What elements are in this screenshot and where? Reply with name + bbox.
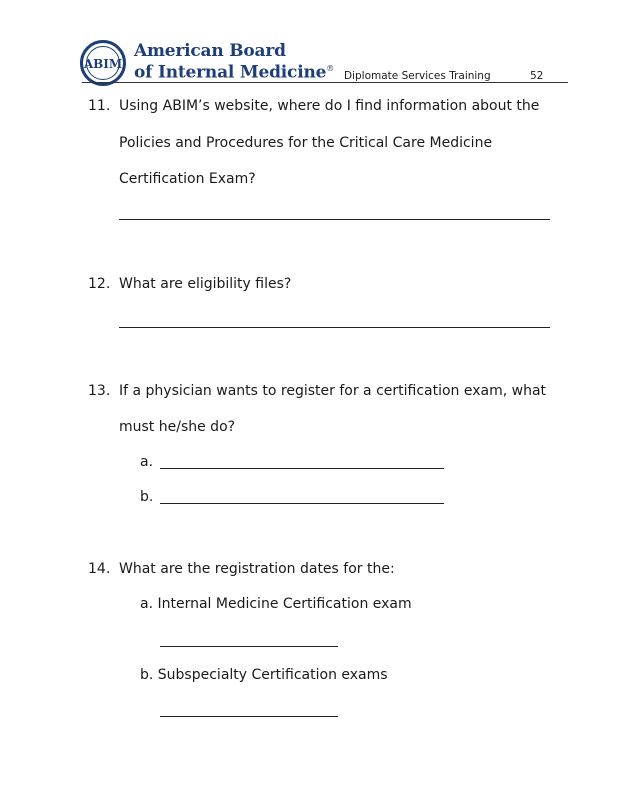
question-text-line: Certification Exam? — [119, 171, 256, 187]
subitem-text: b. Subspecialty Certification exams — [140, 667, 388, 683]
answer-blank[interactable] — [119, 219, 550, 220]
organization-name — [134, 42, 334, 82]
subitem-label: b. — [140, 489, 154, 505]
answer-blank[interactable] — [119, 327, 550, 328]
question-text-line: Using ABIM’s website, where do I find information about the — [119, 98, 540, 114]
question-text-line: must he/she do? — [119, 419, 236, 435]
organization-name-line2-wrap — [134, 60, 334, 82]
question-number: 13. — [88, 383, 111, 399]
header-divider — [82, 82, 568, 83]
answer-blank[interactable] — [160, 468, 444, 469]
section-title: Diplomate Services Training — [344, 70, 491, 82]
organization-name-line1: American Board — [134, 41, 286, 61]
subitem-text: a. Internal Medicine Certification exam — [140, 596, 412, 612]
answer-blank[interactable] — [160, 503, 444, 504]
abim-logo-mark: ABIM — [83, 57, 123, 71]
question-text-line: What are eligibility files? — [119, 276, 292, 292]
question-number: 12. — [88, 276, 111, 292]
registered-mark: ® — [326, 64, 335, 73]
question-number: 11. — [88, 98, 111, 114]
page-number: 52 — [530, 70, 544, 82]
running-header — [344, 70, 544, 82]
abim-logo-icon — [80, 40, 126, 86]
question-text-line: What are the registration dates for the: — [119, 561, 395, 577]
organization-name-line2: of Internal Medicine — [134, 62, 327, 83]
subitem-label: a. — [140, 454, 154, 470]
question-number: 14. — [88, 561, 111, 577]
question-text-line: Policies and Procedures for the Critical Care Medicine — [119, 135, 493, 151]
answer-blank[interactable] — [160, 716, 338, 717]
answer-blank[interactable] — [160, 646, 338, 647]
question-text-line: If a physician wants to register for a certification exam, what — [119, 383, 547, 399]
